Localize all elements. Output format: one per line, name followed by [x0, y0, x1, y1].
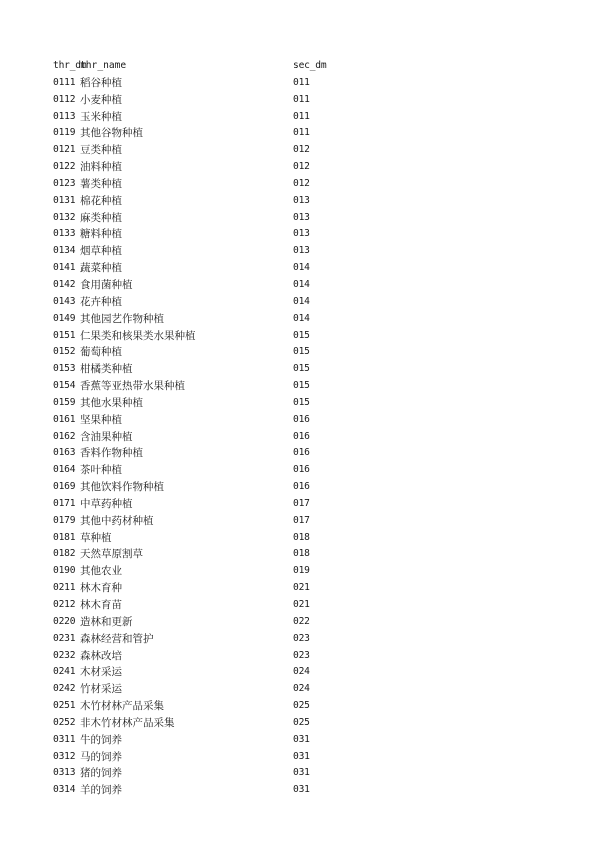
cell-thr-name: 造林和更新 [80, 615, 133, 628]
cell-sec-dm: 024 [293, 683, 310, 695]
cell-thr-dm: 0162 [53, 430, 76, 442]
cell-sec-dm: 016 [293, 430, 310, 442]
header-thr-dm: thr_dm [53, 60, 87, 71]
table-row [53, 142, 573, 159]
cell-thr-name: 烟草种植 [80, 245, 122, 258]
cell-thr-dm: 0312 [53, 750, 76, 762]
cell-thr-name: 薯类种植 [80, 177, 122, 190]
table-row [53, 479, 573, 496]
cell-sec-dm: 011 [293, 76, 310, 88]
cell-thr-dm: 0190 [53, 565, 76, 577]
cell-thr-dm: 0163 [53, 447, 76, 459]
table-row [53, 193, 573, 210]
cell-sec-dm: 013 [293, 194, 310, 206]
cell-thr-dm: 0141 [53, 262, 76, 274]
table-row [53, 614, 573, 631]
table-row [53, 648, 573, 665]
table-row [53, 530, 573, 547]
cell-sec-dm: 031 [293, 733, 310, 745]
cell-sec-dm: 031 [293, 767, 310, 779]
cell-thr-name: 棉花种植 [80, 194, 122, 207]
cell-sec-dm: 016 [293, 464, 310, 476]
cell-thr-name: 其他饮料作物种植 [80, 481, 164, 494]
cell-thr-dm: 0151 [53, 329, 76, 341]
cell-thr-name: 竹材采运 [80, 683, 122, 696]
table-row [53, 631, 573, 648]
cell-thr-name: 柑橘类种植 [80, 363, 133, 376]
header-thr-name: thr_name [80, 60, 127, 71]
cell-thr-name: 蔬菜种植 [80, 262, 122, 275]
cell-thr-dm: 0111 [53, 76, 76, 88]
cell-sec-dm: 011 [293, 93, 310, 105]
table-row [53, 496, 573, 513]
cell-sec-dm: 011 [293, 110, 310, 122]
cell-sec-dm: 024 [293, 666, 310, 678]
cell-thr-dm: 0181 [53, 531, 76, 543]
cell-thr-name: 其他园艺作物种植 [80, 312, 164, 325]
table-row [53, 546, 573, 563]
cell-thr-name: 坚果种植 [80, 413, 122, 426]
cell-thr-name: 猪的饲养 [80, 767, 122, 780]
table-row [53, 462, 573, 479]
cell-thr-dm: 0131 [53, 194, 76, 206]
table-row [53, 243, 573, 260]
table-row [53, 328, 573, 345]
table-row [53, 749, 573, 766]
table-row [53, 311, 573, 328]
cell-sec-dm: 022 [293, 615, 310, 627]
cell-thr-dm: 0153 [53, 363, 76, 375]
cell-sec-dm: 025 [293, 700, 310, 712]
cell-sec-dm: 015 [293, 380, 310, 392]
table-row [53, 513, 573, 530]
cell-thr-name: 林木育种 [80, 582, 122, 595]
cell-thr-name: 草种植 [80, 531, 112, 544]
table-row [53, 210, 573, 227]
cell-thr-dm: 0212 [53, 599, 76, 610]
cell-sec-dm: 012 [293, 144, 310, 156]
table-row [53, 176, 573, 193]
cell-sec-dm: 015 [293, 363, 310, 375]
cell-thr-dm: 0161 [53, 413, 76, 425]
cell-thr-dm: 0113 [53, 110, 76, 122]
cell-thr-dm: 0242 [53, 683, 76, 695]
cell-thr-dm: 0134 [53, 245, 76, 257]
table-row [53, 732, 573, 749]
cell-thr-name: 玉米种植 [80, 110, 122, 123]
cell-thr-name: 中草药种植 [80, 497, 133, 510]
table-row [53, 681, 573, 698]
cell-thr-dm: 0123 [53, 177, 76, 189]
table-row [53, 75, 573, 92]
cell-sec-dm: 018 [293, 548, 310, 560]
table-row [53, 159, 573, 176]
table-header [53, 58, 573, 75]
cell-sec-dm: 023 [293, 632, 310, 644]
cell-thr-name: 香蕉等亚热带水果种植 [80, 380, 185, 393]
cell-thr-name: 食用菌种植 [80, 278, 133, 291]
cell-thr-dm: 0154 [53, 380, 76, 392]
table-row [53, 226, 573, 243]
cell-sec-dm: 014 [293, 262, 310, 274]
cell-sec-dm: 023 [293, 649, 310, 661]
cell-thr-dm: 0251 [53, 700, 76, 712]
cell-thr-dm: 0164 [53, 464, 76, 476]
cell-thr-name: 其他中药材种植 [80, 514, 154, 527]
cell-sec-dm: 011 [293, 127, 310, 139]
cell-thr-name: 豆类种植 [80, 144, 122, 157]
data-table [53, 58, 573, 799]
cell-thr-dm: 0171 [53, 497, 76, 509]
cell-thr-dm: 0314 [53, 784, 76, 796]
cell-sec-dm: 021 [293, 582, 310, 594]
table-row [53, 344, 573, 361]
cell-thr-name: 羊的饲养 [80, 784, 122, 797]
cell-sec-dm: 021 [293, 599, 310, 610]
table-row [53, 580, 573, 597]
table-row [53, 412, 573, 429]
cell-thr-dm: 0143 [53, 295, 76, 307]
cell-sec-dm: 014 [293, 278, 310, 290]
cell-sec-dm: 019 [293, 565, 310, 577]
cell-thr-dm: 0231 [53, 632, 76, 644]
cell-thr-name: 麻类种植 [80, 211, 122, 224]
cell-thr-name: 茶叶种植 [80, 464, 122, 477]
cell-thr-dm: 0311 [53, 733, 76, 745]
cell-thr-name: 香料作物种植 [80, 447, 143, 460]
cell-thr-dm: 0133 [53, 228, 76, 240]
cell-sec-dm: 013 [293, 211, 310, 223]
cell-sec-dm: 015 [293, 346, 310, 358]
cell-thr-name: 森林经营和管护 [80, 632, 154, 645]
cell-thr-name: 牛的饲养 [80, 733, 122, 746]
cell-sec-dm: 014 [293, 312, 310, 324]
cell-thr-name: 木材采运 [80, 666, 122, 679]
table-row [53, 782, 573, 799]
cell-thr-name: 其他农业 [80, 565, 122, 578]
cell-thr-name: 天然草原割草 [80, 548, 143, 561]
cell-thr-dm: 0220 [53, 615, 76, 627]
cell-thr-name: 其他谷物种植 [80, 127, 143, 140]
table-row [53, 664, 573, 681]
table-row [53, 597, 573, 614]
table-row [53, 125, 573, 142]
cell-thr-name: 马的饲养 [80, 750, 122, 763]
table-row [53, 361, 573, 378]
cell-thr-dm: 0159 [53, 396, 76, 408]
header-sec-dm: sec_dm [293, 60, 327, 71]
cell-sec-dm: 015 [293, 396, 310, 408]
cell-thr-name: 葡萄种植 [80, 346, 122, 359]
cell-thr-name: 木竹材林产品采集 [80, 700, 164, 713]
table-row [53, 698, 573, 715]
table-row [53, 277, 573, 294]
cell-sec-dm: 025 [293, 716, 310, 728]
table-row [53, 378, 573, 395]
cell-thr-name: 稻谷种植 [80, 76, 122, 89]
cell-sec-dm: 013 [293, 245, 310, 257]
cell-thr-dm: 0232 [53, 649, 76, 661]
table-row [53, 445, 573, 462]
cell-thr-dm: 0241 [53, 666, 76, 678]
cell-sec-dm: 031 [293, 784, 310, 796]
cell-sec-dm: 031 [293, 750, 310, 762]
cell-thr-name: 林木育苗 [80, 599, 122, 611]
cell-thr-name: 花卉种植 [80, 295, 122, 308]
cell-thr-dm: 0182 [53, 548, 76, 560]
cell-thr-dm: 0122 [53, 161, 76, 173]
cell-thr-dm: 0313 [53, 767, 76, 779]
cell-thr-dm: 0112 [53, 93, 76, 105]
cell-thr-dm: 0211 [53, 582, 76, 594]
table-row [53, 715, 573, 732]
cell-thr-dm: 0132 [53, 211, 76, 223]
cell-sec-dm: 017 [293, 497, 310, 509]
cell-thr-name: 油料种植 [80, 161, 122, 174]
table-row [53, 395, 573, 412]
cell-thr-name: 仁果类和核果类水果种植 [80, 329, 196, 342]
cell-sec-dm: 017 [293, 514, 310, 526]
cell-thr-name: 含油果种植 [80, 430, 133, 443]
table-row [53, 765, 573, 782]
cell-thr-dm: 0169 [53, 481, 76, 493]
table-row [53, 563, 573, 580]
cell-thr-dm: 0179 [53, 514, 76, 526]
table-row [53, 92, 573, 109]
cell-thr-dm: 0149 [53, 312, 76, 324]
cell-sec-dm: 014 [293, 295, 310, 307]
cell-sec-dm: 016 [293, 413, 310, 425]
cell-sec-dm: 018 [293, 531, 310, 543]
cell-sec-dm: 015 [293, 329, 310, 341]
table-row [53, 294, 573, 311]
cell-thr-dm: 0142 [53, 278, 76, 290]
cell-thr-name: 其他水果种植 [80, 396, 143, 409]
table-row [53, 260, 573, 277]
cell-sec-dm: 012 [293, 161, 310, 173]
cell-thr-dm: 0119 [53, 127, 76, 139]
cell-thr-dm: 0152 [53, 346, 76, 358]
table-body [53, 75, 573, 799]
cell-thr-name: 糖料种植 [80, 228, 122, 241]
cell-sec-dm: 016 [293, 481, 310, 493]
cell-sec-dm: 016 [293, 447, 310, 459]
cell-thr-name: 森林改培 [80, 649, 122, 662]
table-row [53, 109, 573, 126]
cell-sec-dm: 012 [293, 177, 310, 189]
cell-thr-name: 小麦种植 [80, 93, 122, 106]
cell-thr-dm: 0121 [53, 144, 76, 156]
cell-sec-dm: 013 [293, 228, 310, 240]
cell-thr-name: 非木竹材林产品采集 [80, 716, 175, 729]
table-row [53, 429, 573, 446]
cell-thr-dm: 0252 [53, 716, 76, 728]
